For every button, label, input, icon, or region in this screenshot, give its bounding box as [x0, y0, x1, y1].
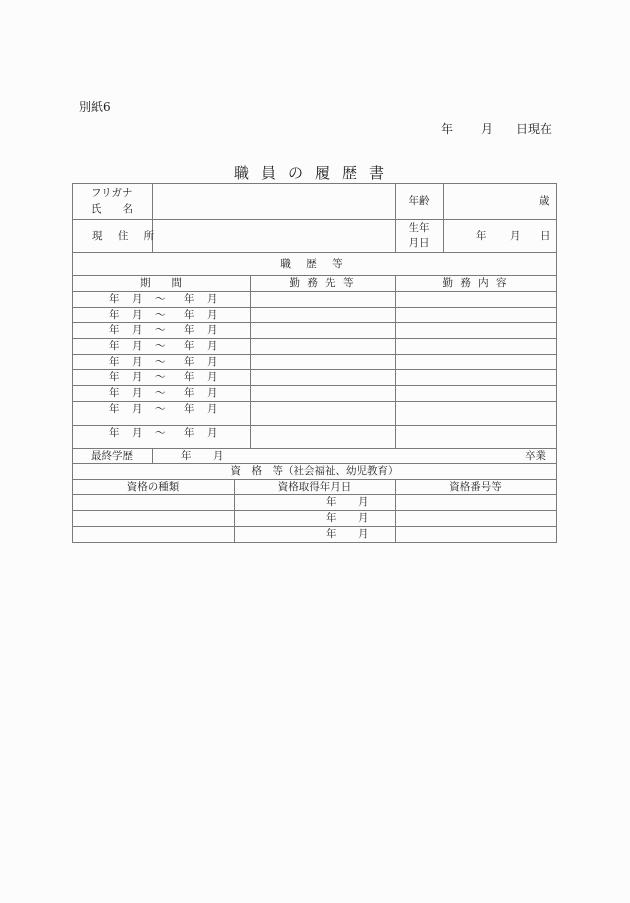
education-year[interactable]: 年 — [181, 450, 192, 462]
qualification-month[interactable]: 月 — [358, 512, 369, 524]
career-employer-field[interactable] — [253, 309, 393, 321]
career-from-year[interactable]: 年 — [109, 309, 120, 321]
career-employer-field[interactable] — [253, 427, 393, 447]
career-from-year[interactable]: 年 — [109, 356, 120, 368]
qualification-year[interactable]: 年 — [326, 496, 337, 508]
career-from-month[interactable]: 月 — [132, 427, 143, 439]
career-to-month[interactable]: 月 — [207, 387, 218, 399]
tilde-icon: ～ — [155, 293, 166, 305]
career-from-month[interactable]: 月 — [132, 403, 143, 415]
career-to-month[interactable]: 月 — [207, 427, 218, 439]
as-of-year: 年 — [441, 122, 454, 136]
education-month[interactable]: 月 — [213, 450, 224, 462]
qual-col-number: 資格番号等 — [449, 481, 502, 493]
qualifications-section-title: 資 格 等（社会福祉、幼児教育） — [230, 465, 399, 477]
tilde-icon: ～ — [155, 427, 166, 439]
career-duties-field[interactable] — [398, 324, 553, 337]
career-from-year[interactable]: 年 — [109, 403, 120, 415]
birth-label-line1: 生年 — [408, 222, 430, 234]
career-from-year[interactable]: 年 — [109, 371, 120, 383]
career-to-year[interactable]: 年 — [184, 427, 195, 439]
tilde-icon: ～ — [155, 324, 166, 336]
as-of-day-suffix: 日現在 — [516, 122, 553, 136]
qual-col-type: 資格の種類 — [126, 481, 180, 493]
career-from-year[interactable]: 年 — [109, 293, 120, 305]
qualification-number-field[interactable] — [398, 528, 553, 540]
name-field[interactable] — [156, 185, 392, 217]
career-duties-field[interactable] — [398, 309, 553, 321]
qualification-month[interactable]: 月 — [358, 496, 369, 508]
qualification-number-field[interactable] — [398, 496, 553, 508]
qualification-type-field[interactable] — [75, 528, 231, 540]
career-to-year[interactable]: 年 — [184, 340, 195, 352]
age-label: 年齢 — [408, 195, 430, 207]
career-from-month[interactable]: 月 — [132, 356, 143, 368]
career-to-month[interactable]: 月 — [207, 403, 218, 415]
career-to-month[interactable]: 月 — [207, 309, 218, 321]
qual-col-date: 資格取得年月日 — [277, 481, 352, 493]
career-to-year[interactable]: 年 — [184, 387, 195, 399]
career-to-month[interactable]: 月 — [207, 356, 218, 368]
career-to-year[interactable]: 年 — [184, 324, 195, 336]
career-to-month[interactable]: 月 — [207, 340, 218, 352]
tilde-icon: ～ — [155, 356, 166, 368]
annex-label: 別紙6 — [79, 100, 111, 114]
tilde-icon: ～ — [155, 309, 166, 321]
age-field[interactable] — [447, 185, 553, 217]
furigana-label: フリガナ — [91, 187, 133, 199]
career-from-year[interactable]: 年 — [109, 324, 120, 336]
birth-year[interactable]: 年 — [476, 230, 487, 242]
qualification-type-field[interactable] — [75, 496, 231, 508]
career-employer-field[interactable] — [253, 324, 393, 337]
career-employer-field[interactable] — [253, 293, 393, 306]
career-section-title: 職 歴 等 — [280, 258, 349, 270]
qualification-year[interactable]: 年 — [326, 528, 337, 540]
address-field[interactable] — [156, 221, 392, 250]
career-employer-field[interactable] — [253, 340, 393, 353]
career-duties-field[interactable] — [398, 427, 553, 447]
qualification-number-field[interactable] — [398, 512, 553, 524]
career-to-year[interactable]: 年 — [184, 293, 195, 305]
tilde-icon: ～ — [155, 340, 166, 352]
career-duties-field[interactable] — [398, 356, 553, 368]
career-from-month[interactable]: 月 — [132, 387, 143, 399]
birth-month[interactable]: 月 — [510, 230, 521, 242]
career-employer-field[interactable] — [253, 356, 393, 368]
career-employer-field[interactable] — [253, 403, 393, 424]
qualification-month[interactable]: 月 — [358, 528, 369, 540]
career-to-year[interactable]: 年 — [184, 371, 195, 383]
career-duties-field[interactable] — [398, 371, 553, 384]
tilde-icon: ～ — [155, 371, 166, 383]
birth-label-line2: 月日 — [408, 237, 430, 249]
name-label: 氏 名 — [91, 203, 133, 215]
career-from-year[interactable]: 年 — [109, 427, 120, 439]
education-label: 最終学歴 — [91, 450, 133, 462]
career-from-month[interactable]: 月 — [132, 340, 143, 352]
career-from-year[interactable]: 年 — [109, 387, 120, 399]
career-col-period: 期 間 — [140, 277, 182, 289]
career-employer-field[interactable] — [253, 387, 393, 400]
career-duties-field[interactable] — [398, 293, 553, 306]
career-col-duties: 勤 務 内 容 — [442, 277, 509, 289]
career-to-month[interactable]: 月 — [207, 293, 218, 305]
career-duties-field[interactable] — [398, 403, 553, 424]
career-to-year[interactable]: 年 — [184, 309, 195, 321]
age-unit: 歳 — [539, 195, 550, 207]
page-title: 職員の履歴書 — [233, 164, 396, 182]
career-employer-field[interactable] — [253, 371, 393, 384]
tilde-icon: ～ — [155, 387, 166, 399]
education-graduated: 卒業 — [525, 450, 546, 462]
career-to-month[interactable]: 月 — [207, 324, 218, 336]
career-from-year[interactable]: 年 — [109, 340, 120, 352]
qualification-type-field[interactable] — [75, 512, 231, 524]
career-to-year[interactable]: 年 — [184, 356, 195, 368]
address-label: 現 住 所 — [92, 230, 161, 242]
career-duties-field[interactable] — [398, 340, 553, 353]
career-duties-field[interactable] — [398, 387, 553, 400]
career-from-month[interactable]: 月 — [132, 324, 143, 336]
career-from-month[interactable]: 月 — [132, 293, 143, 305]
career-from-month[interactable]: 月 — [132, 309, 143, 321]
qualification-year[interactable]: 年 — [326, 512, 337, 524]
as-of-month: 月 — [481, 122, 494, 136]
birth-day[interactable]: 日 — [540, 230, 551, 242]
career-from-month[interactable]: 月 — [132, 371, 143, 383]
career-to-year[interactable]: 年 — [184, 403, 195, 415]
career-to-month[interactable]: 月 — [207, 371, 218, 383]
tilde-icon: ～ — [155, 403, 166, 415]
career-col-employer: 勤 務 先 等 — [289, 277, 356, 289]
